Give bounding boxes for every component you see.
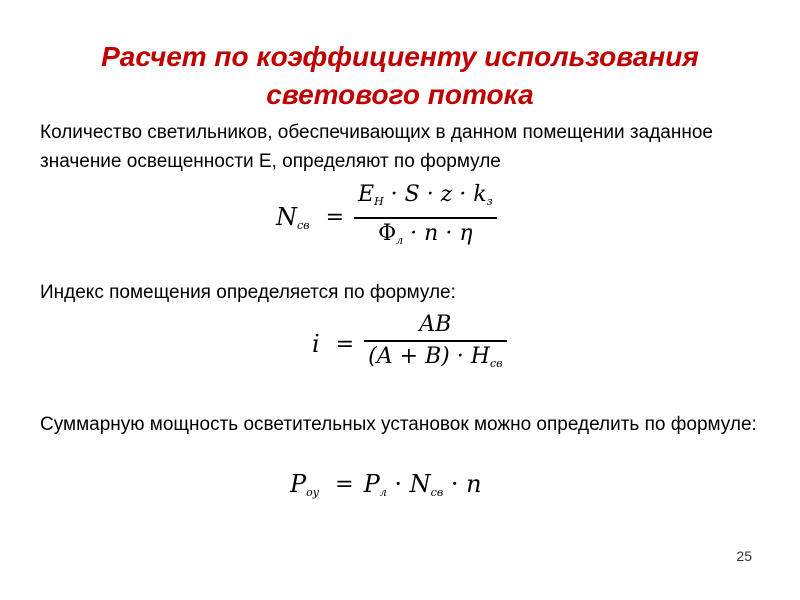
formula3-lhs: $P_{оу}$ — [290, 470, 320, 499]
title-line-1: Расчет по коэффициенту использования — [101, 41, 699, 72]
formula1-fraction — [354, 180, 497, 256]
paragraph-fixture-count: Количество светильников, обеспечивающих в данном помещении заданное значение освещенности E, определяют по формуле — [40, 122, 713, 172]
page-number: 25 — [736, 548, 752, 564]
formula1-denominator: $\Phi_л \cdot n \cdot \eta$ — [378, 220, 473, 247]
formula2-numerator: AB — [419, 312, 452, 337]
formula-fixture-count — [276, 180, 497, 256]
formula2-lhs: i — [312, 330, 320, 359]
formula1-numerator: $E_Н \cdot S \cdot z \cdot k_з$ — [358, 182, 493, 208]
formula-room-index — [312, 310, 507, 379]
formula2-fraction — [364, 310, 506, 379]
formula3-rhs: $P_л \cdot N_{св} \cdot n$ — [363, 470, 482, 499]
formula-total-power — [290, 470, 482, 499]
formula2-denominator: $(A + B) \cdot H_{св}$ — [368, 343, 503, 370]
formula3-equals: = — [335, 472, 354, 497]
slide-title — [40, 38, 760, 114]
formula1-equals: = — [325, 205, 345, 231]
paragraph-total-power: Суммарную мощность осветительных установок можно определить по формуле: — [40, 414, 757, 435]
title-line-2: светового потока — [266, 79, 534, 110]
paragraph-room-index: Индекс помещения определяется по формуле: — [40, 282, 456, 303]
formula1-lhs: $N_{св}$ — [276, 203, 310, 233]
formula2-equals: = — [335, 331, 355, 357]
